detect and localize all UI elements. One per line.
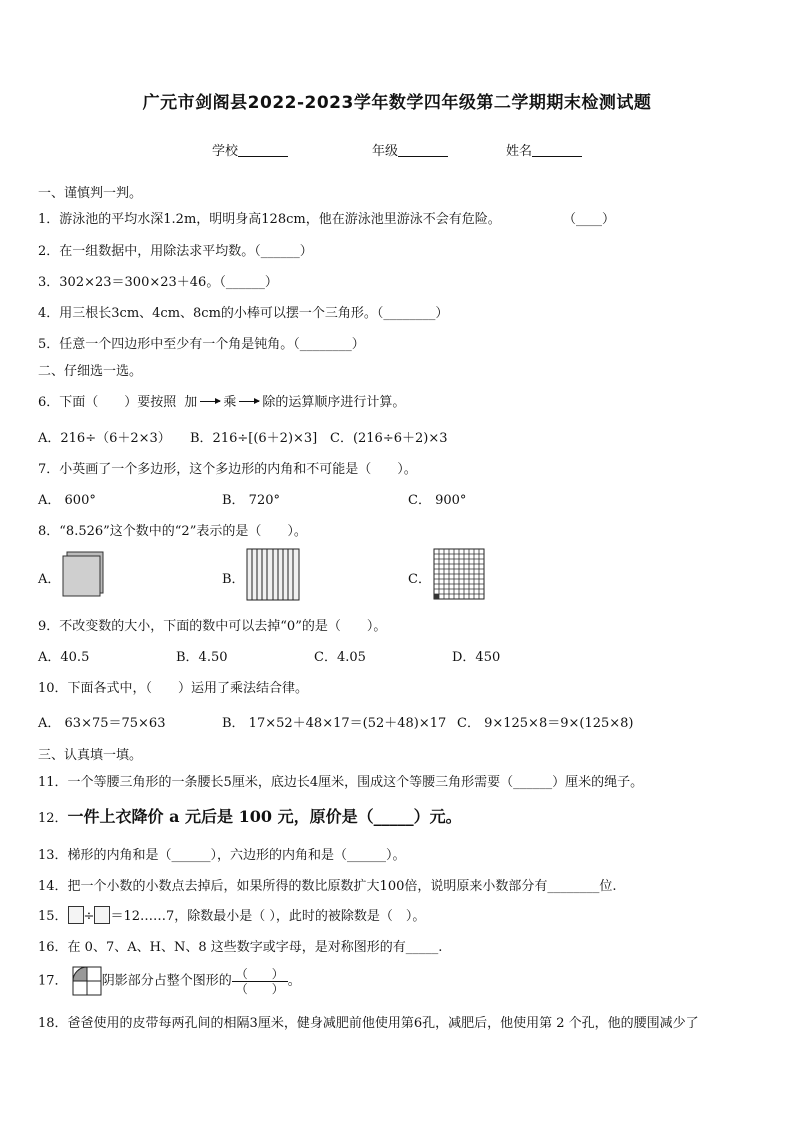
q11-number: 11．: [38, 775, 68, 790]
q6-pre: 下面（ ）要按照: [59, 395, 177, 410]
q10-option-a[interactable]: A． 63×75＝75×63: [38, 716, 166, 731]
question-6: [38, 391, 405, 410]
question-8: [38, 520, 307, 539]
q9-option-d[interactable]: D．450: [452, 650, 501, 665]
question-9: [38, 615, 386, 634]
q16-number: 16．: [38, 940, 68, 955]
q6-post: 除的运算顺序进行计算。: [262, 395, 406, 410]
q17-number: 17．: [38, 973, 68, 989]
q1-text: 游泳池的平均水深1.2m，明明身高128cm，他在游泳池里游泳不会有危险。: [59, 212, 501, 227]
q7-number: 7．: [38, 462, 60, 477]
q7-option-b[interactable]: B． 720°: [222, 493, 280, 508]
name-label: 姓名: [506, 144, 533, 159]
q9-text: 不改变数的大小，下面的数中可以去掉“0”的是（ ）。: [59, 619, 387, 634]
q6-multiply-word: 乘: [223, 395, 237, 410]
grade-blank[interactable]: [398, 144, 448, 157]
section-1-heading: 一、谨慎判一判。: [38, 186, 143, 201]
arrow-icon: [200, 401, 220, 402]
question-1: [38, 208, 501, 227]
school-field: [212, 140, 288, 159]
q17-shaded-figure: [72, 966, 102, 996]
name-field: [506, 140, 582, 159]
q4-text: 用三根长3cm、4cm、8cm的小棒可以摆一个三角形。（________）: [59, 306, 449, 321]
q5-number: 5．: [38, 337, 60, 352]
q16-text: 在 0、7、A、H、N、8 这些数字或字母，是对称图形的有_____.: [67, 940, 443, 955]
q8-figure-a: [62, 551, 106, 599]
question-5: [38, 333, 365, 352]
q15-number: 15．: [38, 909, 68, 924]
q8-option-b[interactable]: B．: [222, 572, 245, 587]
q12-number: 12．: [38, 811, 68, 826]
q15-divide-sign: ÷: [83, 909, 95, 924]
question-16: [38, 936, 442, 955]
q9-option-b[interactable]: B．4.50: [176, 650, 228, 665]
q2-number: 2．: [38, 244, 60, 259]
grade-label: 年级: [372, 144, 399, 159]
name-blank[interactable]: [532, 144, 582, 157]
q18-text: 爸爸使用的皮带每两孔间的相隔3厘米，健身减肥前他使用第6孔，减肥后，他使用第 2 个孔，他的腰围减少了: [67, 1016, 699, 1031]
q8-figure-c: [433, 548, 487, 602]
q5-text: 任意一个四边形中至少有一个角是钝角。（________）: [59, 337, 365, 352]
arrow-icon: [239, 401, 259, 402]
q17-denominator: （ ）: [235, 981, 284, 996]
q17-end: 。: [287, 973, 301, 989]
q11-text: 一个等腰三角形的一条腰长5厘米，底边长4厘米，围成这个等腰三角形需要（______）厘米的绳子。: [67, 775, 644, 790]
question-12: [38, 804, 462, 827]
q3-text: 302×23＝300×23＋46。（______）: [59, 275, 278, 290]
section-2-heading: 二、仔细选一选。: [38, 364, 143, 379]
q8-number: 8．: [38, 524, 60, 539]
q17-fraction[interactable]: [232, 967, 288, 996]
dividend-box[interactable]: [68, 906, 84, 924]
q2-text: 在一组数据中，用除法求平均数。（______）: [59, 244, 313, 259]
q6-option-c[interactable]: C．(216÷6＋2)×3: [330, 431, 448, 446]
q3-number: 3．: [38, 275, 60, 290]
question-4: [38, 302, 448, 321]
q18-number: 18．: [38, 1016, 68, 1031]
q8-figure-b: [246, 548, 302, 602]
q17-text: 阴影部分占整个图形的: [101, 973, 232, 989]
question-14: [38, 875, 617, 894]
question-2: [38, 240, 313, 259]
q10-text: 下面各式中，（ ）运用了乘法结合律。: [67, 681, 309, 696]
question-13: [38, 844, 406, 863]
q13-text: 梯形的内角和是（______），六边形的内角和是（______）。: [67, 848, 406, 863]
q10-option-b[interactable]: B． 17×52＋48×17＝(52＋48)×17: [222, 716, 447, 731]
q9-option-c[interactable]: C．4.05: [314, 650, 366, 665]
q10-option-c[interactable]: C． 9×125×8＝9×(125×8): [457, 716, 634, 731]
q1-number: 1．: [38, 212, 60, 227]
q7-option-c[interactable]: C． 900°: [408, 493, 467, 508]
question-3: [38, 271, 278, 290]
q9-option-a[interactable]: A．40.5: [38, 650, 90, 665]
q14-text: 把一个小数的小数点去掉后，如果所得的数比原数扩大100倍，说明原来小数部分有________位.: [67, 879, 617, 894]
question-7: [38, 458, 417, 477]
q14-number: 14．: [38, 879, 68, 894]
q6-add-word: 加: [184, 395, 198, 410]
q1-answer-paren[interactable]: （____）: [563, 212, 616, 227]
q6-number: 6．: [38, 395, 60, 410]
q15-text: ＝12……7，除数最小是（ ），此时的被除数是（ ）。: [110, 909, 426, 924]
q7-option-a[interactable]: A． 600°: [38, 493, 96, 508]
school-blank[interactable]: [238, 144, 288, 157]
page-title: 广元市剑阁县2022-2023学年数学四年级第二学期期末检测试题: [142, 93, 652, 113]
q8-option-c[interactable]: C．: [408, 572, 431, 587]
section-3-heading: 三、认真填一填。: [38, 748, 143, 763]
q10-number: 10．: [38, 681, 68, 696]
q4-number: 4．: [38, 306, 60, 321]
q6-option-b[interactable]: B．216÷[(6＋2)×3]: [190, 431, 318, 446]
q13-number: 13．: [38, 848, 68, 863]
q7-text: 小英画了一个多边形，这个多边形的内角和不可能是（ ）。: [59, 462, 417, 477]
question-15: [38, 905, 425, 924]
q8-option-a[interactable]: A．: [38, 572, 61, 587]
divisor-box[interactable]: [94, 906, 110, 924]
question-10: [38, 677, 308, 696]
q17-numerator: （ ）: [232, 967, 288, 982]
grade-field: [372, 140, 448, 159]
school-label: 学校: [212, 144, 239, 159]
q12-text: 一件上衣降价 a 元后是 100 元，原价是（_____）元。: [67, 807, 462, 826]
q8-text: “8.526”这个数中的“2”表示的是（ ）。: [59, 524, 307, 539]
question-18: [38, 1012, 699, 1031]
question-17: [38, 966, 301, 996]
q6-option-a[interactable]: A．216÷（6＋2×3）: [38, 431, 171, 446]
question-11: [38, 771, 643, 790]
q9-number: 9．: [38, 619, 60, 634]
